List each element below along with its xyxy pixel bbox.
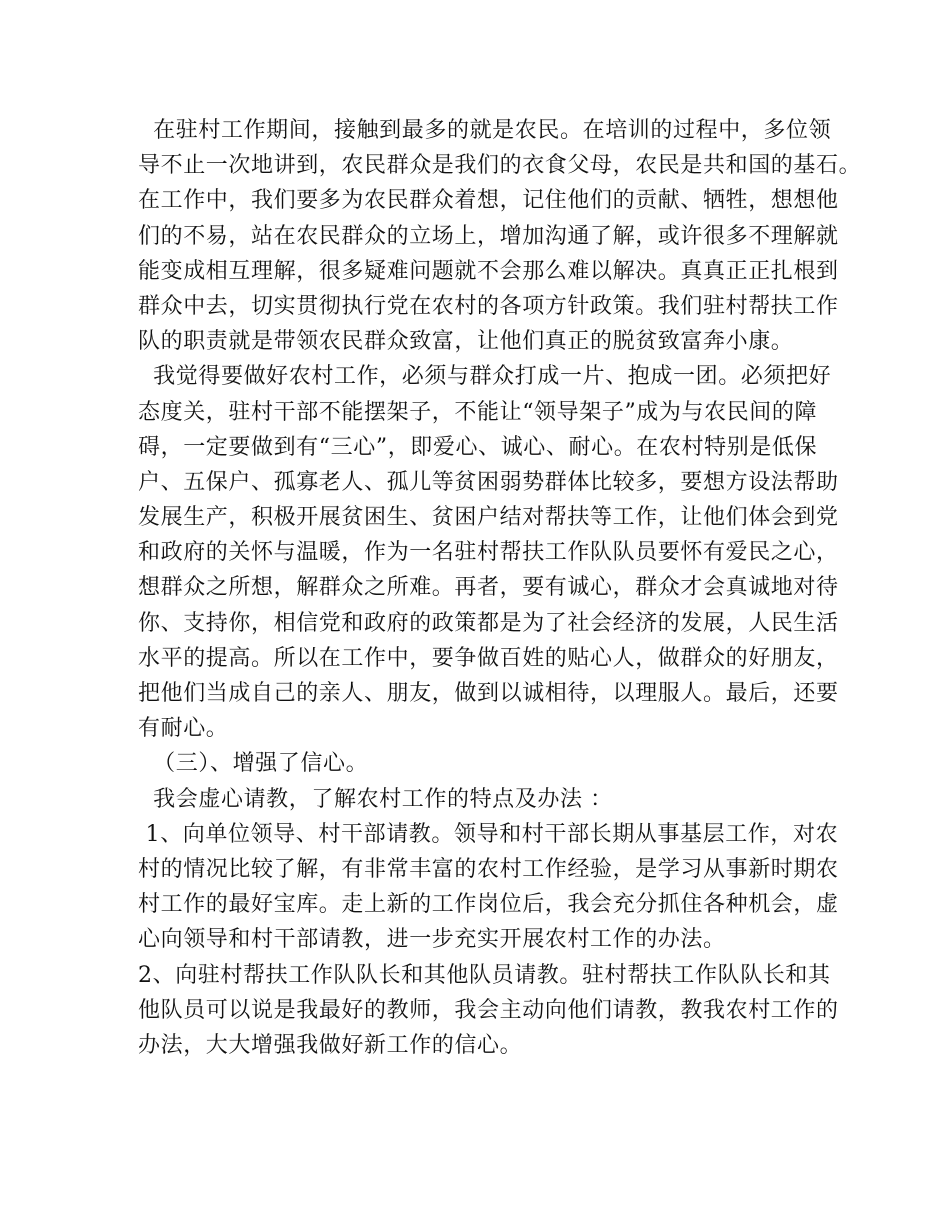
text-line: 村工作的最好宝库。走上新的工作岗位后，我会充分抓住各种机会，虚 xyxy=(138,892,839,918)
text-line: 2、向驻村帮扶工作队队长和其他队员请教。驻村帮扶工作队队长和其 xyxy=(138,962,831,988)
text-line: 想群众之所想，解群众之所难。再者，要有诚心，群众才会真诚地对待 xyxy=(138,575,839,601)
text-line: 我觉得要做好农村工作，必须与群众打成一片、抱成一团。必须把好 xyxy=(138,364,832,390)
text-line: 村的情况比较了解，有非常丰富的农村工作经验，是学习从事新时期农 xyxy=(138,856,839,882)
text-line: 碍，一定要做到有“三心”，即爱心、诚心、耐心。在农村特别是低保 xyxy=(138,434,818,460)
document-body xyxy=(138,113,862,1063)
text-line: 在工作中，我们要多为农民群众着想，记住他们的贡献、牺牲，想想他 xyxy=(138,188,839,214)
section-heading: （三）、增强了信心。 xyxy=(138,751,369,777)
text-line: 有耐心。 xyxy=(138,716,229,742)
text-line: 把他们当成自己的亲人、朋友，做到以诚相待，以理服人。最后，还要 xyxy=(138,681,839,706)
text-line: 我会虚心请教，了解农村工作的特点及办法 ： xyxy=(138,786,613,812)
text-line: 户、五保户、孤寡老人、孤儿等贫困弱势群体比较多，要想方设法帮助 xyxy=(138,469,839,495)
text-line: 队的职责就是带领农民群众致富，让他们真正的脱贫致富奔小康。 xyxy=(138,329,794,355)
text-line: 在驻村工作期间，接触到最多的就是农民。在培训的过程中，多位领 xyxy=(138,118,832,143)
text-line: 水平的提高。所以在工作中，要争做百姓的贴心人，做群众的好朋友， xyxy=(138,645,839,671)
text-line: 能变成相互理解，很多疑难问题就不会那么难以解决。真真正正扎根到 xyxy=(138,258,839,284)
text-line: 和政府的关怀与温暖，作为一名驻村帮扶工作队队员要怀有爱民之心， xyxy=(138,540,839,566)
text-line: 态度关，驻村干部不能摆架子，不能让“领导架子”成为与农民间的障 xyxy=(138,399,818,425)
text-line: 办法，大大增强我做好新工作的信心。 xyxy=(138,1032,523,1058)
text-line: 你、支持你，相信党和政府的政策都是为了社会经济的发展，人民生活 xyxy=(138,610,839,636)
text-line: 1、向单位领导、村干部请教。领导和村干部长期从事基层工作，对农 xyxy=(138,821,839,847)
text-line: 发展生产，积极开展贫困生、贫困户结对帮扶等工作，让他们体会到党 xyxy=(138,505,839,531)
text-line: 导不止一次地讲到，农民群众是我们的衣食父母，农民是共和国的基石。 xyxy=(138,153,862,179)
text-line: 他队员可以说是我最好的教师，我会主动向他们请教，教我农村工作的 xyxy=(138,997,839,1023)
text-line: 群众中去，切实贯彻执行党在农村的各项方针政策。我们驻村帮扶工作 xyxy=(138,293,839,319)
text-line: 们的不易，站在农民群众的立场上，增加沟通了解，或许很多不理解就 xyxy=(138,223,839,249)
text-line: 心向领导和村干部请教，进一步充实开展农村工作的办法。 xyxy=(138,927,726,953)
